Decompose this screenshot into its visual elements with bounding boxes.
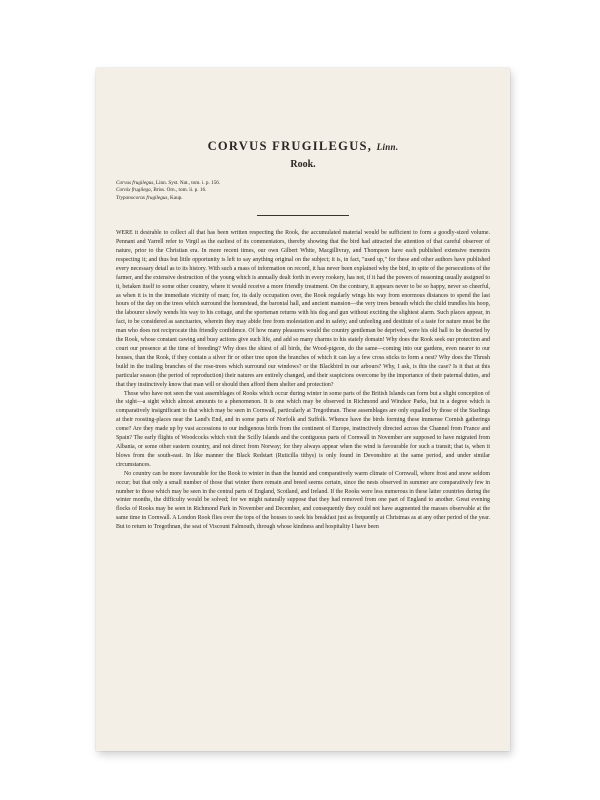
body-paragraph: No country can be more favourable for the Rook to winter in than the humid and comparatively warm climate of Cornwall, where frost and snow seldom occur; but that only a small number of those that winter there remain and breed seems certain, since the nests observed in summer are comparatively few in number to those which may be seen in the central parts of England, Scotland, and Ireland. If the Rooks were less numerous in these latter countries during the winter months, the difficulty would be solved; for we might naturally suppose that they had removed from one part of England to another. Great evening flocks of Rooks may be seen in Richmond Park in November and December, and consequently they could not have augmented the masses observable at the same time in Cornwall. A London Rook flies over the tops of the houses to seek his breakfast just as frequently at Christmas as at any other period of the year. But to return to Tregothnan, the seat of Viscount Falmouth, through whose kindness and hospitality I have been <box>116 470 490 531</box>
section-divider <box>257 215 349 216</box>
synonym-list <box>116 180 490 202</box>
synonym-reference: Briss. Orn., tom. ii. p. 16. <box>153 187 207 194</box>
synonym-name: Cornix frugilega, <box>116 187 153 194</box>
species-title-main: CORVUS FRUGILEGUS, <box>207 139 373 153</box>
synonym-name: Trypanocorax frugilegus, <box>116 194 169 201</box>
synonym-reference: Linn. Syst. Nat., tom. i. p. 156. <box>155 180 221 186</box>
common-name: Rook. <box>290 159 316 170</box>
synonym-reference: Kaup. <box>170 194 183 201</box>
species-authority: Linn. <box>376 142 399 152</box>
synonym-item <box>116 195 490 202</box>
synonym-item <box>116 187 490 194</box>
body-paragraph: WERE it desirable to collect all that has been written respecting the Rook, the accumulated material would be sufficient to form a goodly-sized volume. Pennant and Yarrell refer to Virgil as the earliest of its commentators, thereby showing that the bird had attracted the attention of that careful observer of nature, prior to the Christian era. In more recent times, our own Gilbert White, Macgillivray, and Thompson have each published extensive memoirs respecting it; and thus but little opportunity is left to say anything original on the subject; it is, in fact, "used up," for these and other authors have published every necessary detail as to its history. With such a mass of information on record, it has never been explained why the bird, in spite of the persecutions of the farmer, and the extensive destruction of the young which is annually dealt forth in every rookery, has not, if it had the powers of reasoning usually assigned to it, betaken itself to some other country, where it would receive a more friendly treatment. On the contrary, it appears never to be so happy, never so cheerful, as when it is in the immediate vicinity of man; for, its daily occupation over, the Rook regularly wings his way from enormous distances to spend the last hours of the day on the trees which surround the homestead, the baronial hall, and ancient mansion—the very trees beneath which the child trundles his hoop, the labourer slowly wends his way to his cottage, and the sportsman returns with his dog and gun without exciting the slightest alarm. Such places appear, in fact, to be considered as sanctuaries, wherein they may abide free from molestation and in safety; and unfeeling and destitute of a taste for nature must be the man who does not reciprocate this friendly confidence. Of how many pleasures would the country gentleman be deprived, were his old hall to be deserted by the Rook, whose constant cawing and busy actions give such life, and add so many charms to his stately domain! Why does the Rook seek our protection and court our presence at the time of breeding? Why does the shiest of all birds, the Wood-pigeon, do the same—coming into our gardens, even nearer to our houses, than the Rook, if they contain a silver fir or other tree upon the branches of which it can lay a few cross sticks to form a nest? Why does the Thrush build in the trailing branches of the rose-trees which surround our windows? or the Blackbird in our arbours? Why, I ask, is this the case? Is it that at this particular season (the period of reproduction) their natures are entirely changed, and their suspicions overcome by the importance of their paternal duties, and that they instinctively know that man will or should then afford them shelter and protection? <box>116 230 490 388</box>
page-content <box>116 138 490 532</box>
document-page <box>96 68 510 751</box>
body-paragraph: Those who have not seen the vast assemblages of Rooks which occur during winter in some parts of the British Islands can form but a slight conception of the sight—a sight which almost amounts to a phenomenon. It is one which may be observed in Richmond and Windsor Parks, but in a degree which is comparatively insignificant to that which may be seen in Cornwall, particularly at Tregothnan. These assemblages are only equalled by those of the Starlings at their roosting-places near the Land's End, and in some parts of Norfolk and Suffolk. Whence have the birds forming these immense Cornish gatherings come? Are they made up by vast accessions to our indigenous birds from the continent of Europe, instinctively directed across the Channel from France and Spain? The early flights of Woodcocks which visit the Scilly Islands and the contiguous parts of Cornwall in November are supposed to have migrated from Albania, or some other eastern country, and not direct from Norway; for they always appear when the wind is favourable for such a transit; that is, when it blows from the south-east. In like manner the Black Redstart (Ruticilla tithys) is only found in Devonshire at the same period, and under similar circumstances. <box>116 390 490 468</box>
species-title <box>116 138 490 155</box>
synonym-name: Corvus frugilegus, <box>116 180 155 186</box>
